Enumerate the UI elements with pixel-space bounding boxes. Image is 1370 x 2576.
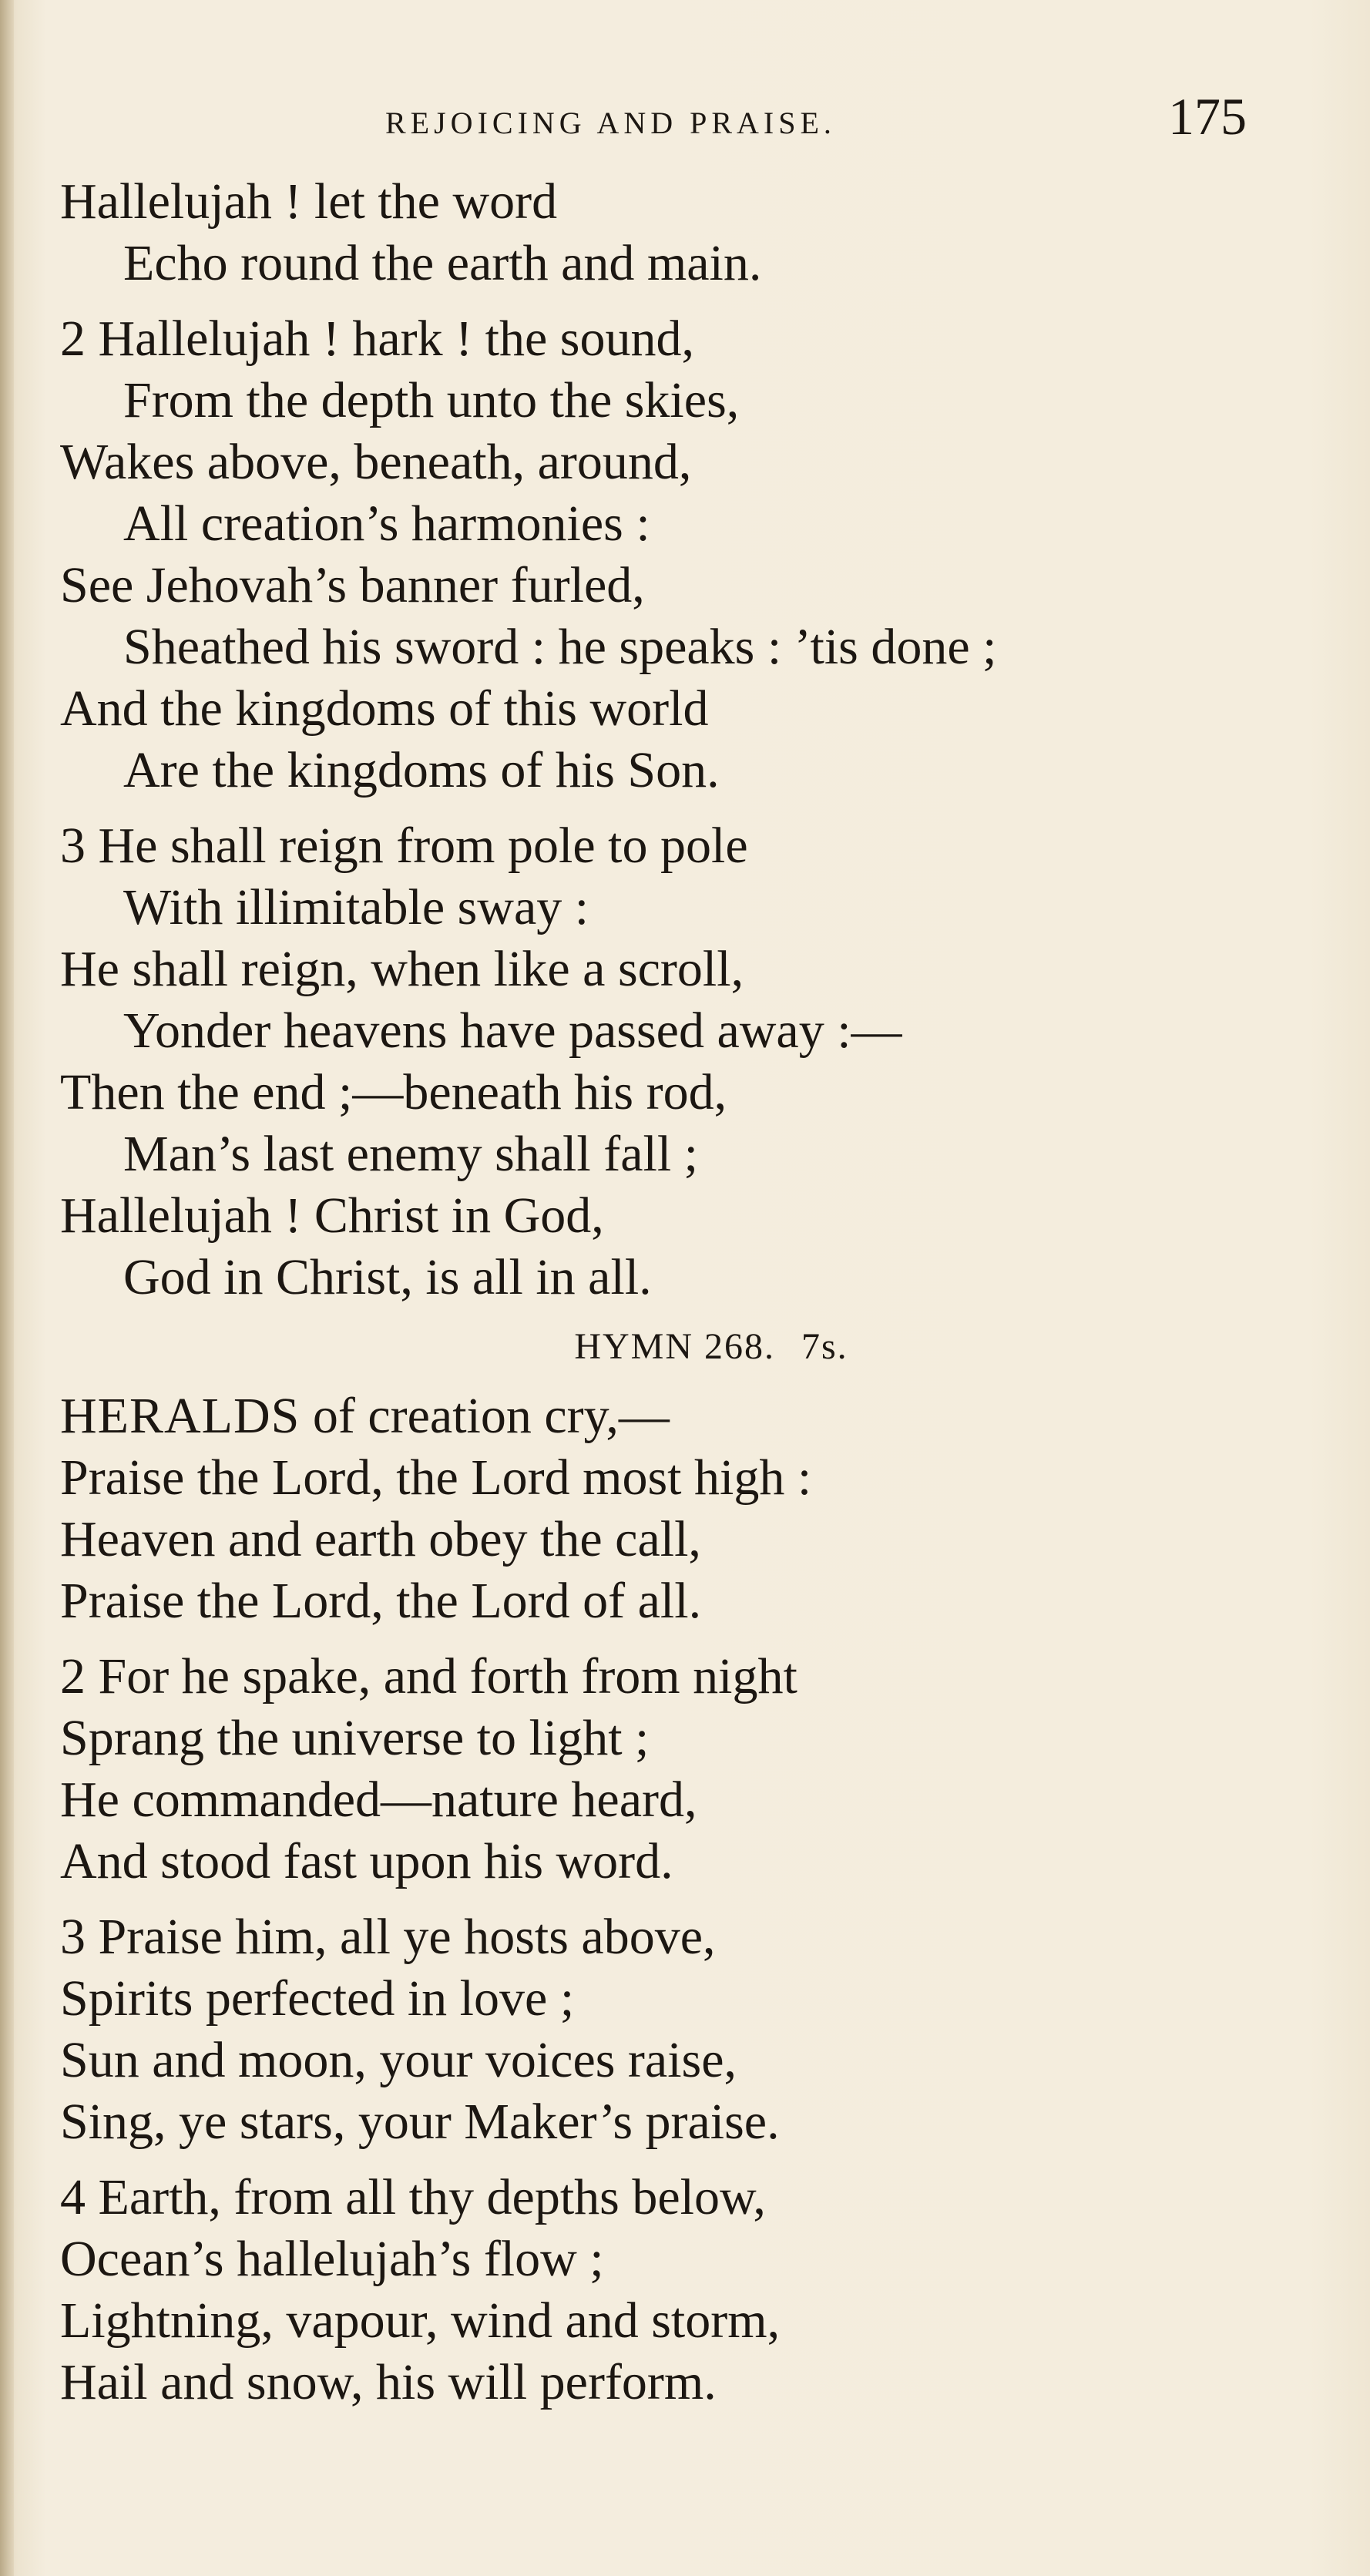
- verse-line: Spirits perfected in love ;: [60, 1970, 575, 2027]
- verse-line: 4 Earth, from all thy depths below,: [60, 2169, 766, 2225]
- verse-line: 3 He shall reign from pole to pole: [60, 818, 748, 874]
- verse-line: Wakes above, beneath, around,: [60, 434, 692, 490]
- verse-line: He commanded—nature heard,: [60, 1772, 697, 1828]
- verse-line: All creation’s harmonies :: [123, 495, 650, 552]
- verse-line: See Jehovah’s banner furled,: [60, 557, 645, 613]
- verse-line: Echo round the earth and main.: [123, 235, 762, 291]
- opening-word: HERALDS: [60, 1388, 301, 1444]
- running-head: REJOICING AND PRAISE.: [385, 106, 836, 140]
- verse-line: 3 Praise him, all ye hosts above,: [60, 1909, 716, 1965]
- verse-line: Ocean’s hallelujah’s flow ;: [60, 2231, 604, 2287]
- verse-line: Hallelujah ! let the word: [60, 173, 558, 230]
- page-number: 175: [1168, 87, 1247, 146]
- verse-line: Praise the Lord, the Lord most high :: [60, 1449, 812, 1506]
- verse-line: From the depth unto the skies,: [123, 372, 740, 428]
- verse-line: Hail and snow, his will perform.: [60, 2354, 717, 2410]
- verse-line: Heaven and earth obey the call,: [60, 1511, 701, 1567]
- verse-line: Man’s last enemy shall fall ;: [123, 1126, 699, 1182]
- hymn-number: HYMN 268.: [574, 1326, 775, 1367]
- hymn-meter: 7s.: [801, 1326, 848, 1367]
- verse-line: Sing, ye stars, your Maker’s praise.: [60, 2094, 780, 2150]
- verse-line: 2 For he spake, and forth from night: [60, 1648, 797, 1704]
- verse-line: Then the end ;—beneath his rod,: [60, 1064, 727, 1120]
- verse-line: He shall reign, when like a scroll,: [60, 941, 744, 997]
- verse-line: Are the kingdoms of his Son.: [123, 742, 720, 798]
- verse-line: And the kingdoms of this world: [60, 680, 709, 737]
- verse-line: Hallelujah ! Christ in God,: [60, 1187, 604, 1244]
- verse-line-first: [60, 1385, 1262, 1447]
- verse-line: Praise the Lord, the Lord of all.: [60, 1573, 702, 1629]
- verse-line: God in Christ, is all in all.: [123, 1249, 652, 1305]
- verse-line: Sun and moon, your voices raise,: [60, 2032, 737, 2088]
- opening-line-rest: of creation cry,—: [312, 1388, 670, 1444]
- verse-line: Yonder heavens have passed away :—: [123, 1003, 902, 1059]
- page-text: [60, 171, 1262, 2413]
- verse-line: 2 Hallelujah ! hark ! the sound,: [60, 311, 694, 367]
- page-spine-edge: [0, 0, 14, 2576]
- verse-line: Sheathed his sword : he speaks : ’tis done ;: [123, 619, 997, 675]
- hymn-heading: [60, 1308, 1262, 1385]
- page-header: [60, 86, 1247, 163]
- verse-line: With illimitable sway :: [123, 879, 589, 935]
- verse-line: Lightning, vapour, wind and storm,: [60, 2292, 781, 2349]
- verse-line: Sprang the universe to light ;: [60, 1710, 650, 1766]
- verse-line: And stood fast upon his word.: [60, 1833, 673, 1889]
